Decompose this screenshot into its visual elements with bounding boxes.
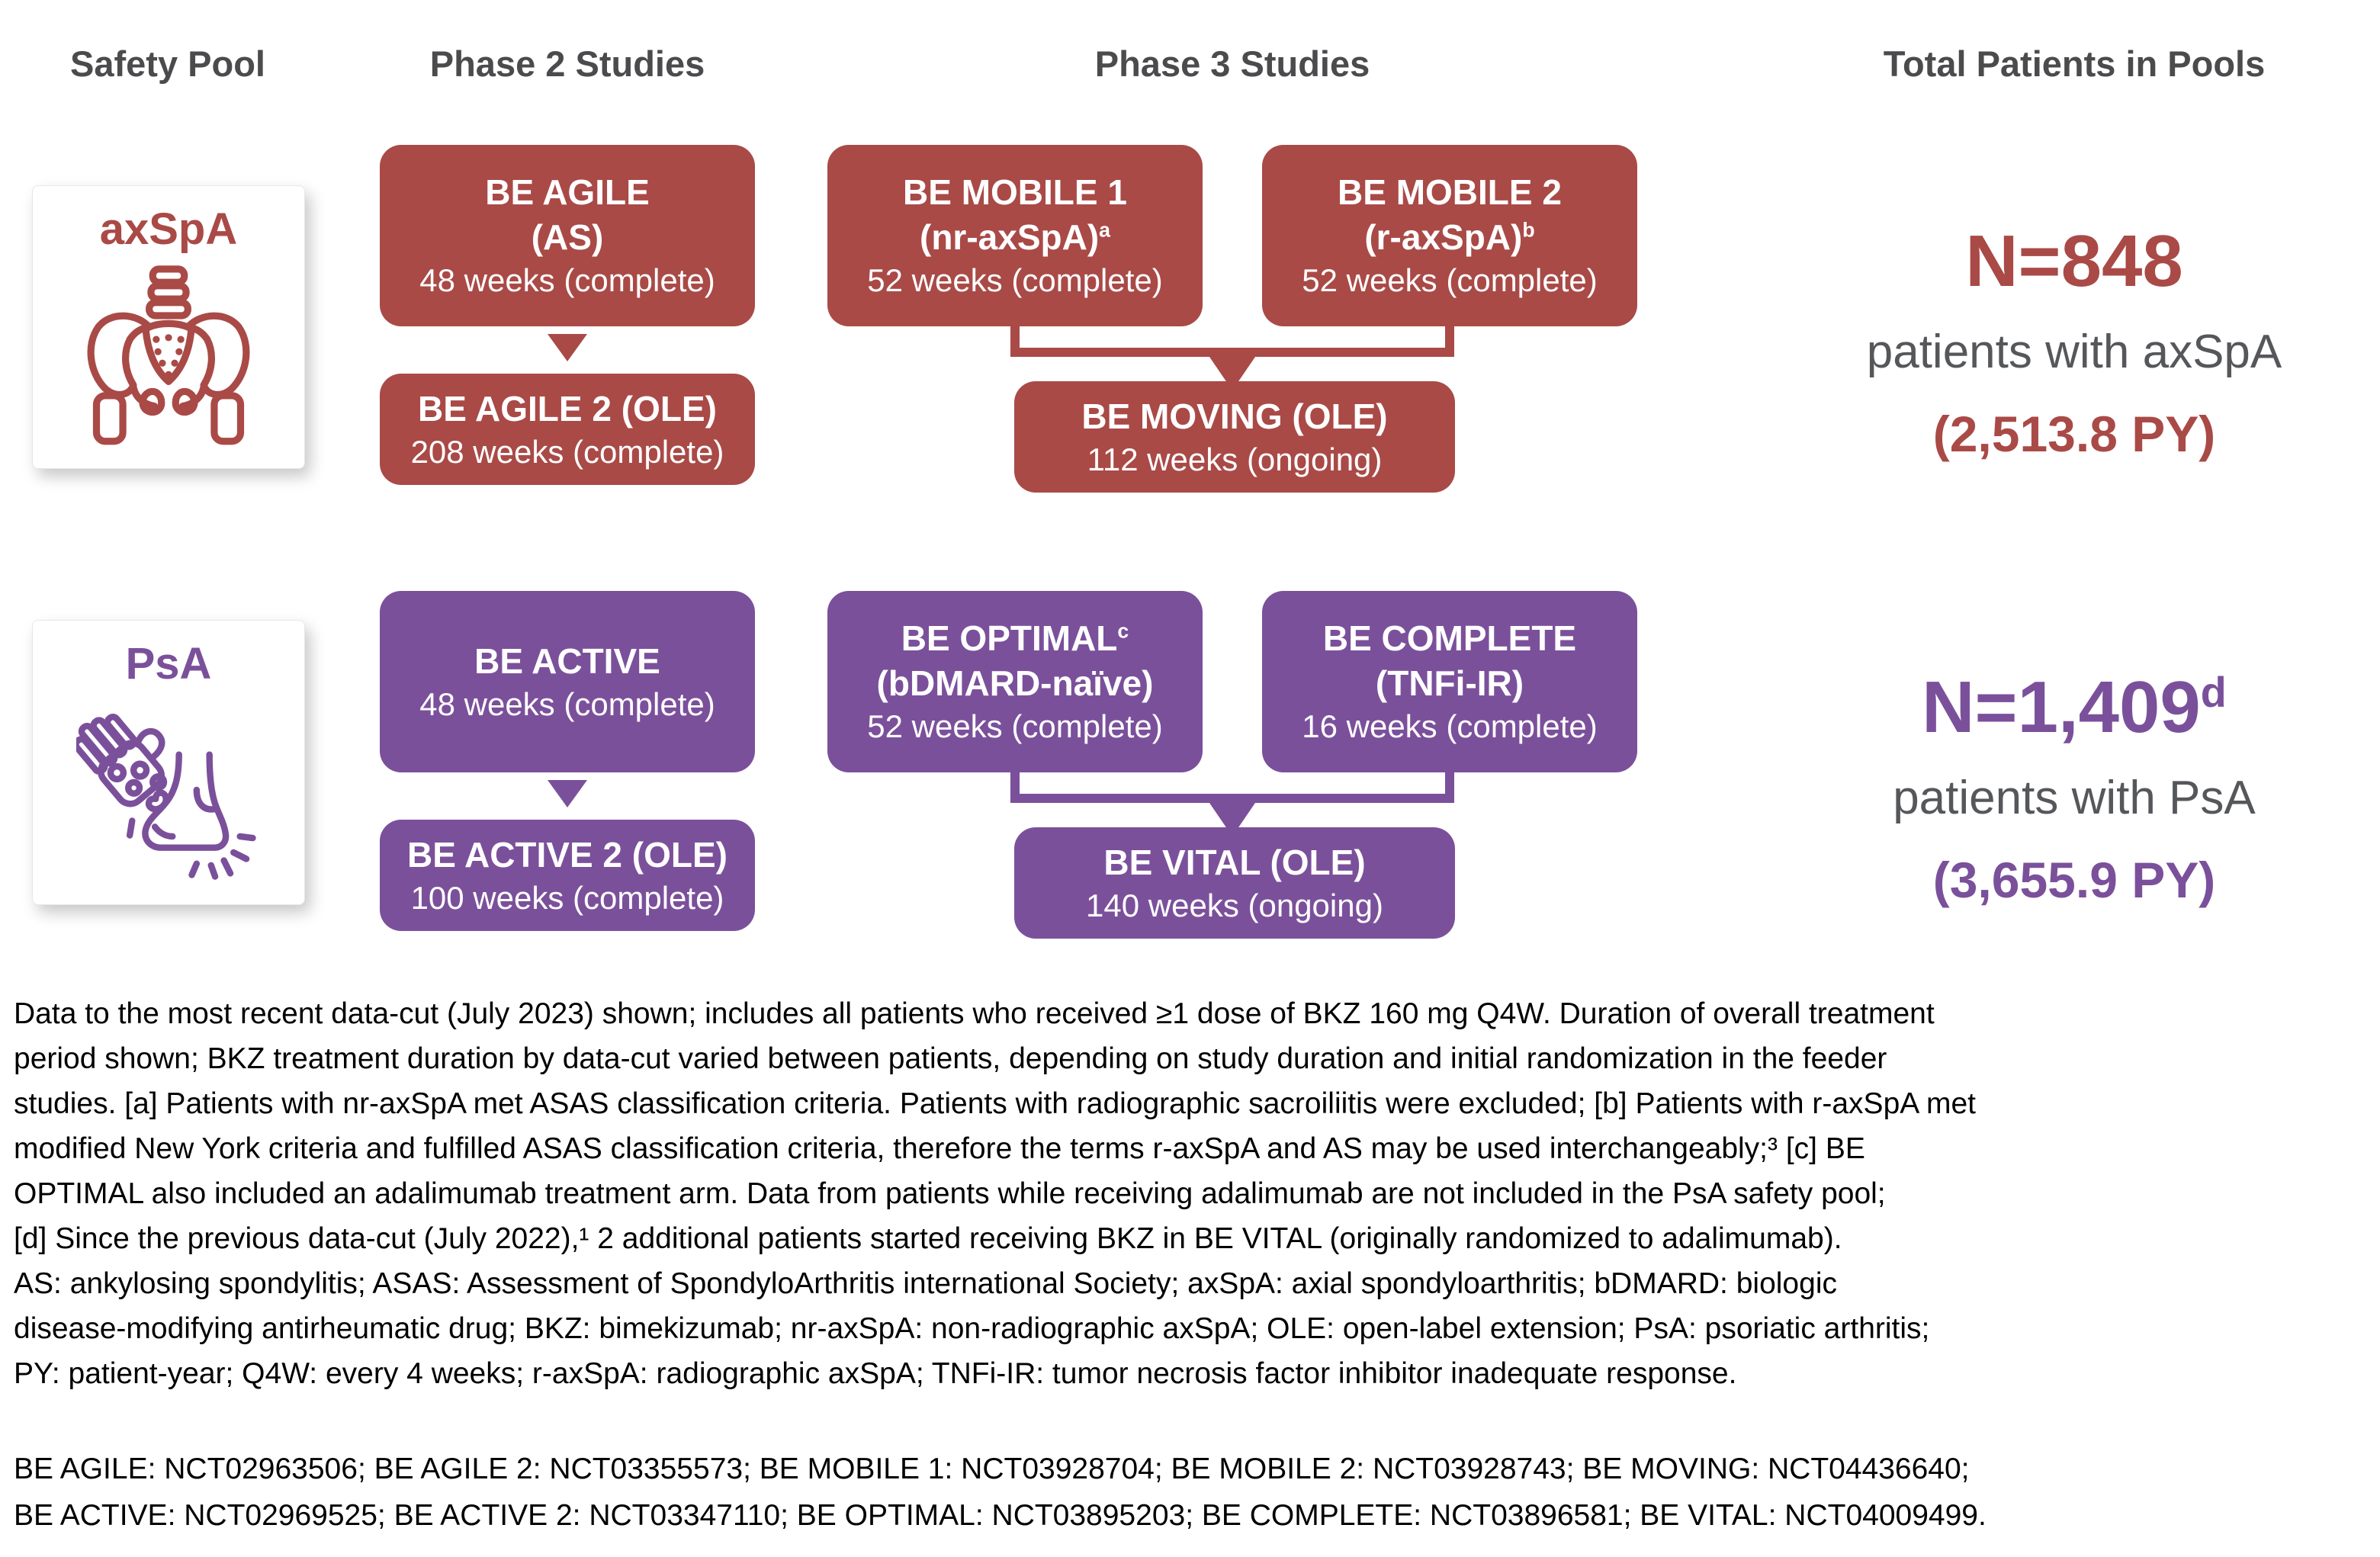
pool-label-psa: PsA: [125, 639, 212, 689]
nct-line: BE ACTIVE: NCT02969525; BE ACTIVE 2: NCT03347110; BE OPTIMAL: NCT03895203; BE COMPLETE: NCT03896581; BE VITAL: NCT04009499.: [14, 1499, 1987, 1532]
study-duration: 140 weeks (ongoing): [1086, 887, 1383, 923]
study-subtitle: (nr-axSpA)$^a$: [920, 217, 1110, 258]
study-title: BE ACTIVE: [474, 640, 660, 681]
study-subtitle: (bDMARD-naïve): [876, 663, 1154, 704]
total-description: patients with axSpA: [1866, 326, 2282, 378]
column-header-phase2: Phase 2 Studies: [429, 43, 705, 84]
study-duration: 208 weeks (complete): [410, 433, 724, 470]
study-duration: 52 weeks (complete): [867, 262, 1163, 298]
study-box-be-vital: [1014, 827, 1455, 939]
study-box-be-active-2: [380, 820, 755, 931]
footnote-line: [d] Since the previous data-cut (July 2022),¹ 2 additional patients started receiving BKZ in BE VITAL (originally randomized to adalimumab).: [14, 1222, 1842, 1255]
study-title: BE VITAL (OLE): [1103, 842, 1366, 882]
study-duration: 52 weeks (complete): [1302, 262, 1598, 298]
study-box-be-active: [380, 591, 755, 772]
footnote-line: Data to the most recent data-cut (July 2023) shown; includes all patients who received ≥1 dose of BKZ 160 mg Q4W. Duration of overall treatment: [14, 997, 1935, 1030]
study-duration: 16 weeks (complete): [1302, 708, 1598, 744]
study-box-be-moving: [1014, 381, 1455, 493]
nct-line: BE AGILE: NCT02963506; BE AGILE 2: NCT03355573; BE MOBILE 1: NCT03928704; BE MOBILE 2: NCT03928743; BE MOVING: NCT04436640;: [14, 1453, 1970, 1485]
study-subtitle: (r-axSpA)$^b$: [1364, 217, 1535, 258]
study-box-be-optimal: [827, 591, 1203, 772]
study-duration: 48 weeks (complete): [419, 262, 715, 298]
pelvis-icon: [80, 264, 257, 448]
study-box-be-mobile-1: [827, 145, 1203, 326]
arrow-down-icon: [548, 334, 587, 361]
footnote-block: [14, 991, 1976, 1396]
study-duration: 52 weeks (complete): [867, 708, 1163, 744]
study-title: BE MOVING (OLE): [1081, 396, 1388, 436]
study-title: BE OPTIMAL$^c$: [901, 618, 1129, 659]
column-header-phase3: Phase 3 Studies: [1094, 43, 1370, 84]
hand-foot-icon: [76, 698, 261, 883]
study-title: BE ACTIVE 2 (OLE): [407, 834, 727, 875]
pool-label-axspa: axSpA: [99, 204, 238, 254]
footnote-line: disease-modifying antirheumatic drug; BKZ: bimekizumab; nr-axSpA: non-radiographic axSpA; OLE: open-label extension; PsA: psoriatic arthritis;: [14, 1312, 1930, 1345]
study-box-be-agile-2: [380, 374, 755, 485]
connector-line: [1010, 794, 1454, 803]
footnote-marker: b: [1522, 218, 1535, 242]
column-header-totals: Total Patients in Pools: [1883, 43, 2266, 84]
study-subtitle: (TNFi-IR): [1375, 663, 1524, 704]
study-title: BE MOBILE 2: [1338, 172, 1562, 213]
column-header-safety-pool: Safety Pool: [70, 43, 265, 84]
footnote-line: AS: ankylosing spondylitis; ASAS: Assessment of SpondyloArthritis international Society; axSpA: axial spondyloarthritis; bDMARD: biologic: [14, 1267, 1837, 1300]
study-title: BE AGILE 2 (OLE): [418, 388, 717, 429]
total-axspa: [1777, 221, 2372, 467]
footnote-marker: d: [2200, 669, 2227, 716]
footnote-line: OPTIMAL also included an adalimumab treatment arm. Data from patients while receiving adalimumab are not included in the PsA safety pool;: [14, 1177, 1886, 1210]
total-patient-years: (3,655.9 PY): [1932, 852, 2216, 908]
arrow-down-icon: [548, 780, 587, 807]
study-duration: 48 weeks (complete): [419, 685, 715, 722]
total-n: N=848: [1965, 220, 2183, 302]
study-subtitle: (AS): [531, 217, 604, 258]
total-psa: [1777, 667, 2372, 913]
total-n: N=1,409$^d$: [1922, 666, 2227, 748]
footnote-line: period shown; BKZ treatment duration by data-cut varied between patients, depending on study duration and initial randomization in the feeder: [14, 1042, 1887, 1075]
nct-block: [14, 1446, 1987, 1539]
footnote-marker: a: [1099, 218, 1110, 242]
total-description: patients with PsA: [1893, 772, 2256, 824]
study-box-be-mobile-2: [1262, 145, 1637, 326]
study-title: BE COMPLETE: [1322, 618, 1577, 659]
study-box-be-complete: [1262, 591, 1637, 772]
study-title: BE MOBILE 1: [903, 172, 1127, 213]
footnote-line: PY: patient-year; Q4W: every 4 weeks; r-axSpA: radiographic axSpA; TNFi-IR: tumor necrosis factor inhibitor inadequate response.: [14, 1357, 1737, 1390]
connector-line: [1010, 348, 1454, 357]
safety-pool-card-psa: [32, 620, 305, 905]
footnote-line: modified New York criteria and fulfilled ASAS classification criteria, therefore the terms r-axSpA and AS may be used interchangeably;³ [c] BE: [14, 1132, 1865, 1165]
study-box-be-agile: [380, 145, 755, 326]
study-duration: 100 weeks (complete): [410, 879, 724, 916]
footnote-line: studies. [a] Patients with nr-axSpA met ASAS classification criteria. Patients with radiographic sacroiliitis were excluded; [b] Patients with r-axSpA met: [14, 1087, 1976, 1120]
study-duration: 112 weeks (ongoing): [1087, 441, 1383, 477]
safety-pool-card-axspa: [32, 185, 305, 469]
total-patient-years: (2,513.8 PY): [1932, 406, 2216, 462]
study-title: BE AGILE: [485, 172, 650, 213]
footnote-marker: c: [1117, 619, 1129, 643]
